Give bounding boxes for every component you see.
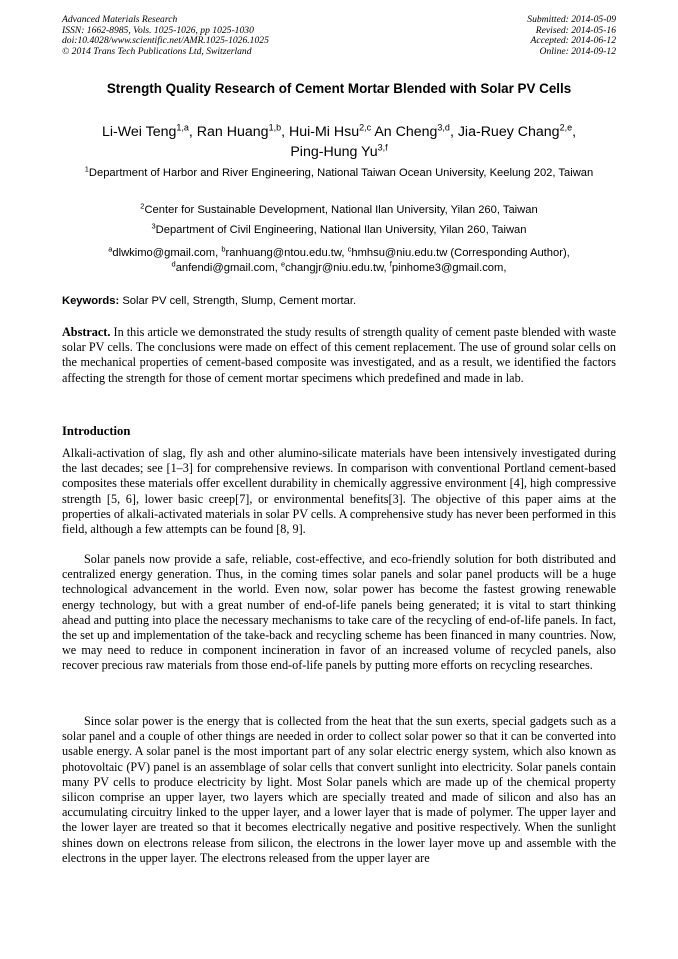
author: Hui-Mi Hsu$^{2,c}$	[288, 122, 372, 140]
intro-paragraph-3: Since solar power is the energy that is collected from the heat that the sun exerts, special gadgets such as a solar panel and a couple of other things are needed in order to collect solar power so that it can be converted into usable energy. A solar panel is the most important part of any solar electric energy system, which also known as photovoltaic (PV) panel is an assemblage of solar cells that convert sunlight into electricity. Solar panels contain many PV cells to produce electricity by light. Most Solar panels which are made up of the chemical property silicon comprise an upper layer, two layers which are specially treated and made of silicon and also has an accumulating circuitry linked to the upper layer, and a lower layer that is made of polymer. The upper layer and the lower layer are treated so that it becomes electrically negative and positive respectively. When the sunlight shines down on electrons release from silicon, the electrons in the lower layer move up and assemble with the electrons in the upper layer. The electrons released from the upper layer are	[62, 714, 616, 865]
affiliation-1: $^1$Department of Harbor and River Engineering, National Taiwan Ocean University, Keelung 202, Taiwan	[84, 164, 594, 179]
keywords	[62, 294, 616, 309]
author: Jia-Ruey Chang$^{2,e}$,	[457, 122, 577, 140]
intro-paragraph-2: Solar panels now provide a safe, reliable, cost-effective, and eco-friendly solution for both distributed and centralized energy generation. Thus, in the coming times solar panels and solar panel products will be a huge technological advancement in the world. Even now, solar power has become the fastest growing renewable energy technology, but with a great number of end-of-life panels being generated; it is vital to start thinking ahead and putting into place the necessary mechanisms to take care of the recycling of end-of-life panels. In fact, the set up and implementation of the take-back and recycling scheme has been financed in many countries. Now, we may need to reduce in component incineration in favor of an increased volume of recycled panels, also recover precious raw materials from those end-of-life panels by putting more efforts on recycling researches.	[62, 552, 616, 673]
doi-line: doi:10.4028/www.scientific.net/AMR.1025-1026.1025	[62, 35, 269, 47]
email[interactable]: ranhuang@ntou.edu.tw,	[225, 247, 348, 259]
abstract	[62, 325, 616, 386]
paper-title: Strength Quality Research of Cement Mortar Blended with Solar PV Cells	[106, 81, 572, 96]
author-list	[62, 122, 616, 162]
author: Ran Huang$^{1,b}$,	[196, 122, 289, 140]
email[interactable]: anfendi@gmail.com,	[175, 262, 281, 274]
affiliation-3: $^3$Department of Civil Engineering, National Ilan University, Yilan 260, Taiwan	[151, 221, 527, 236]
keywords-text: Solar PV cell, Strength, Slump, Cement mortar.	[122, 295, 357, 307]
abstract-label: Abstract.	[62, 325, 111, 339]
intro-paragraph-1: Alkali-activation of slag, fly ash and other alumino-silicate materials have been intensively investigated during the last decades; see [1–3] for comprehensive reviews. In comparison with conventional Portland cement-based composites these materials offer excellent durability in chemically aggressive environment [4], high compressive strength [5, 6], lower basic creep[7], or environmental benefits[3]. The objective of this paper aims at the properties of alkali-activated materials in solar PV cells. A comprehensive study has never been performed in this field, although a few attempts can be found [8, 9].	[62, 446, 616, 537]
submitted-date: Submitted: 2014-05-09	[527, 14, 616, 25]
journal-header-left	[62, 15, 269, 57]
author: Ping-Hung Yu$^{3,f}$	[290, 142, 388, 160]
issn-line: ISSN: 1662-8985, Vols. 1025-1026, pp 1025-1030	[62, 24, 254, 36]
online-date: Online: 2014-09-12	[539, 45, 616, 57]
author: An Cheng$^{3,d}$,	[374, 122, 458, 140]
revised-date: Revised: 2014-05-16	[535, 24, 616, 36]
section-heading-introduction: Introduction	[62, 424, 131, 438]
affiliation-2: $^2$Center for Sustainable Development, National Ilan University, Yilan 260, Taiwan	[140, 201, 538, 216]
abstract-text: In this article we demonstrated the study results of strength quality of cement paste blended with waste solar PV cells. The conclusions were made on effect of this cement replacement. The use of ground solar cells on the mechanical properties of cement-based composite was investigated, and as a result, we identified the factors affecting the strength for those of cement mortar specimens which predefined and made in lab.	[62, 325, 616, 385]
email[interactable]: pinhome3@gmail.com,	[391, 262, 507, 274]
email[interactable]: hmhsu@niu.edu.tw (Corresponding Author),	[351, 247, 570, 259]
copyright-line: © 2014 Trans Tech Publications Ltd, Switzerland	[62, 45, 252, 57]
journal-header-right	[527, 15, 616, 57]
email[interactable]: changjr@niu.edu.tw,	[285, 262, 390, 274]
email[interactable]: dlwkimo@gmail.com,	[112, 247, 222, 259]
journal-name: Advanced Materials Research	[62, 14, 178, 25]
author: Li-Wei Teng$^{1,a}$,	[101, 122, 197, 140]
email-list: $^a$dlwkimo@gmail.com, $^b$ranhuang@ntou.edu.tw, $^c$hmhsu@niu.edu.tw (Corresponding Author), $^d$anfendi@gmail.com, $^e$changjr@niu.edu.tw, $^f$pinhome3@gmail.com,	[108, 244, 570, 274]
keywords-label: Keywords:	[62, 295, 120, 307]
accepted-date: Accepted: 2014-06-12	[530, 35, 616, 47]
